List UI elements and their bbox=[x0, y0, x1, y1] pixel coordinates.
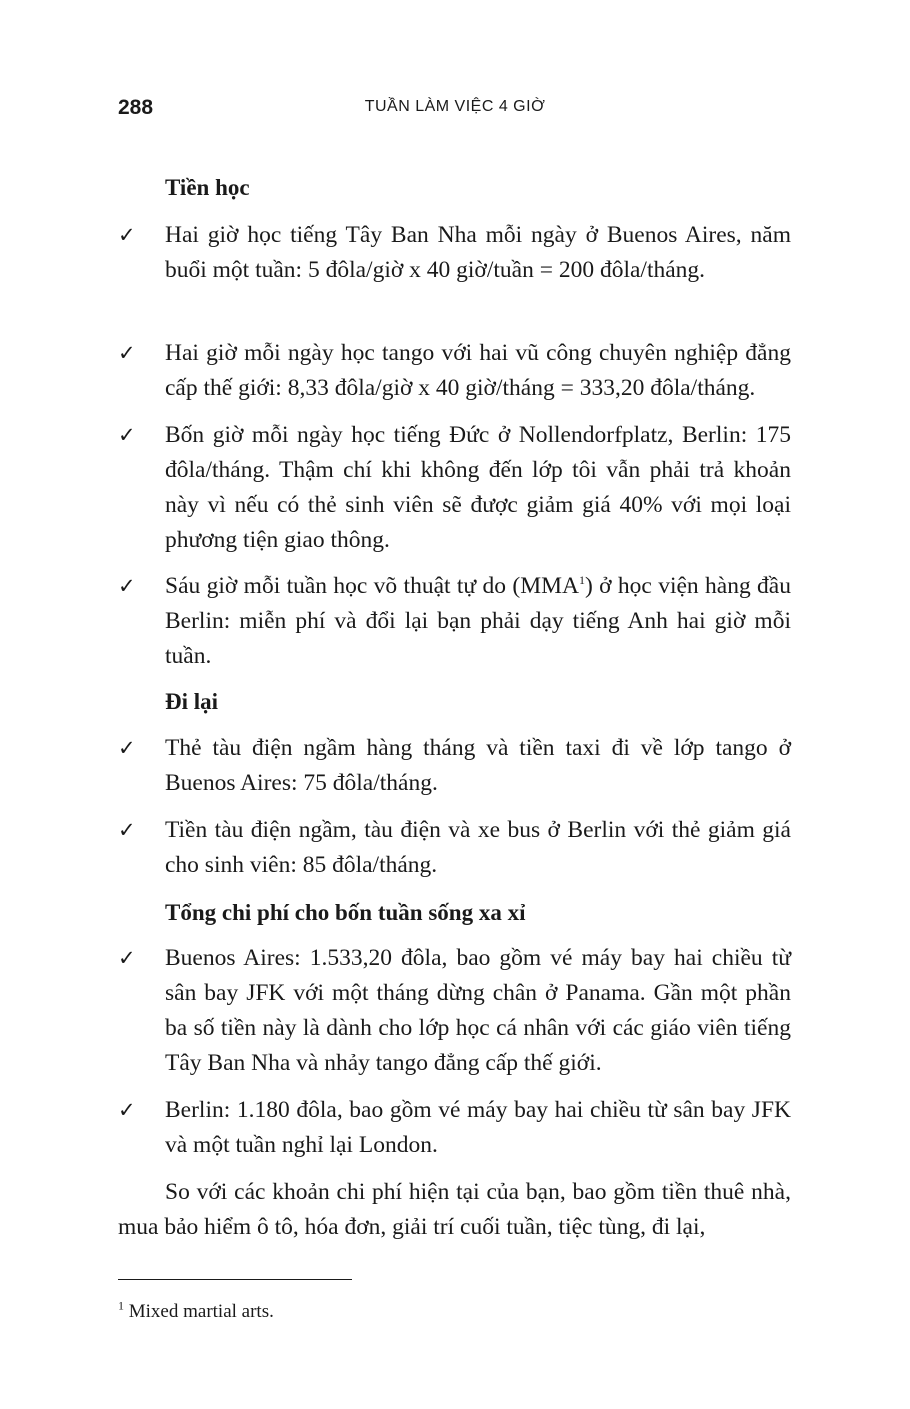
checkmark-icon: ✓ bbox=[118, 341, 136, 365]
list-item-text bbox=[165, 569, 791, 674]
footnote-reference: 1 bbox=[578, 573, 585, 588]
page-header bbox=[0, 96, 910, 126]
list-item-text: Bốn giờ mỗi ngày học tiếng Đức ở Nollendorfplatz, Berlin: 175 đôla/tháng. Thậm chí khi không đến lớp tôi vẫn phải trả khoản này vì nếu có thẻ sinh viên sẽ được giảm giá 40% với mọi loại phương tiện giao thông. bbox=[165, 422, 791, 553]
checkmark-icon: ✓ bbox=[118, 574, 136, 598]
list-item-text-part: Sáu giờ mỗi tuần học võ thuật tự do (MMA bbox=[165, 573, 579, 599]
checkmark-icon: ✓ bbox=[118, 1098, 136, 1122]
list-item-text-part: ) ở học viện hàng đầu Berlin: miễn phí và đổi lại bạn phải dạy tiếng Anh hai giờ mỗi tuần. bbox=[165, 573, 791, 669]
section-heading-tuition: Tiền học bbox=[165, 175, 250, 200]
checkmark-icon: ✓ bbox=[118, 423, 136, 447]
list-item-text: Buenos Aires: 1.533,20 đôla, bao gồm vé máy bay hai chiều từ sân bay JFK với một tháng dừng chân ở Panama. Gần một phần ba số tiền này là dành cho lớp học cá nhân với các giáo viên tiếng Tây Ban Nha và nhảy tango đẳng cấp thế giới. bbox=[165, 945, 791, 1076]
checkmark-icon: ✓ bbox=[118, 736, 136, 760]
list-item-text: Hai giờ học tiếng Tây Ban Nha mỗi ngày ở Buenos Aires, năm buổi một tuần: 5 đôla/giờ x 40 giờ/tuần = 200 đôla/tháng. bbox=[165, 222, 791, 283]
footnote-divider bbox=[118, 1279, 352, 1280]
section-heading-total: Tổng chi phí cho bốn tuần sống xa xỉ bbox=[165, 900, 526, 925]
running-title: TUẦN LÀM VIỆC 4 GIỜ bbox=[364, 98, 546, 115]
footnote-text: Mixed martial arts. bbox=[128, 1301, 274, 1322]
checkmark-icon: ✓ bbox=[118, 818, 136, 842]
closing-paragraph: So với các khoản chi phí hiện tại của bạn, bao gồm tiền thuê nhà, mua bảo hiểm ô tô, hóa đơn, giải trí cuối tuần, tiệc tùng, đi lại, bbox=[118, 1179, 791, 1240]
list-item-text: Hai giờ mỗi ngày học tango với hai vũ công chuyên nghiệp đẳng cấp thế giới: 8,33 đôla/giờ x 40 giờ/tháng = 333,20 đôla/tháng. bbox=[165, 340, 791, 401]
checkmark-icon: ✓ bbox=[118, 946, 136, 970]
list-item-text: Berlin: 1.180 đôla, bao gồm vé máy bay hai chiều từ sân bay JFK và một tuần nghỉ lại London. bbox=[165, 1097, 791, 1158]
checkmark-icon: ✓ bbox=[118, 223, 136, 247]
page-number: 288 bbox=[118, 96, 154, 119]
footnote bbox=[118, 1298, 274, 1323]
list-item-text: Thẻ tàu điện ngầm hàng tháng và tiền taxi đi về lớp tango ở Buenos Aires: 75 đôla/tháng. bbox=[165, 735, 791, 796]
footnote-marker: 1 bbox=[118, 1298, 124, 1313]
list-item-text: Tiền tàu điện ngầm, tàu điện và xe bus ở Berlin với thẻ giảm giá cho sinh viên: 85 đôla/tháng. bbox=[165, 817, 791, 878]
section-heading-transport: Đi lại bbox=[165, 689, 219, 714]
